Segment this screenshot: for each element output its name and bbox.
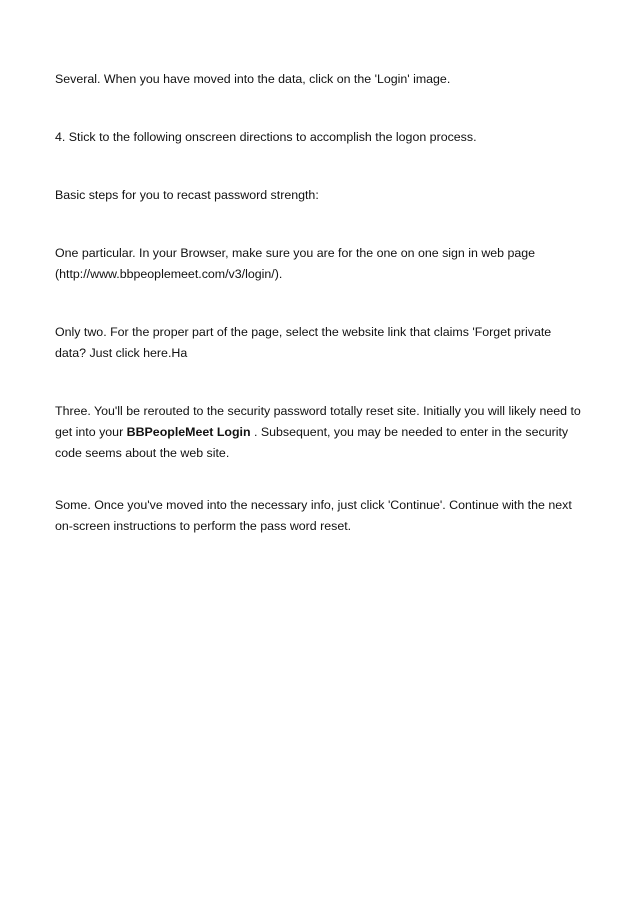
- paragraph-step-login-image: Several. When you have moved into the data, click on the 'Login' image.: [55, 72, 451, 86]
- paragraph-text-before: Three. You'll be rerouted to the security password totally reset site. Initially you will likely need to get into your: [55, 404, 581, 439]
- bbpeoplemeet-login-text: BBPeopleMeet Login: [126, 425, 251, 439]
- paragraph-text-after: . Subsequent, you may be needed to enter in the security code seems about the web site.: [55, 425, 569, 460]
- paragraph-step-security-reset: [55, 401, 585, 464]
- paragraph-step-forget-link: Only two. For the proper part of the page, select the website link that claims 'Forget private data? Just click here.Ha: [55, 325, 552, 360]
- paragraph-reset-steps-heading: Basic steps for you to recast password strength:: [55, 188, 319, 202]
- paragraph-step-continue: Some. Once you've moved into the necessary info, just click 'Continue'. Continue with the next on-screen instructions to perform the pass word reset.: [55, 498, 572, 533]
- paragraph-step-onscreen-directions: 4. Stick to the following onscreen directions to accomplish the logon process.: [55, 130, 477, 144]
- paragraph-step-sign-in-page: One particular. In your Browser, make sure you are for the one on one sign in web page (http://www.bbpeoplemeet.com/v3/login/).: [55, 246, 536, 281]
